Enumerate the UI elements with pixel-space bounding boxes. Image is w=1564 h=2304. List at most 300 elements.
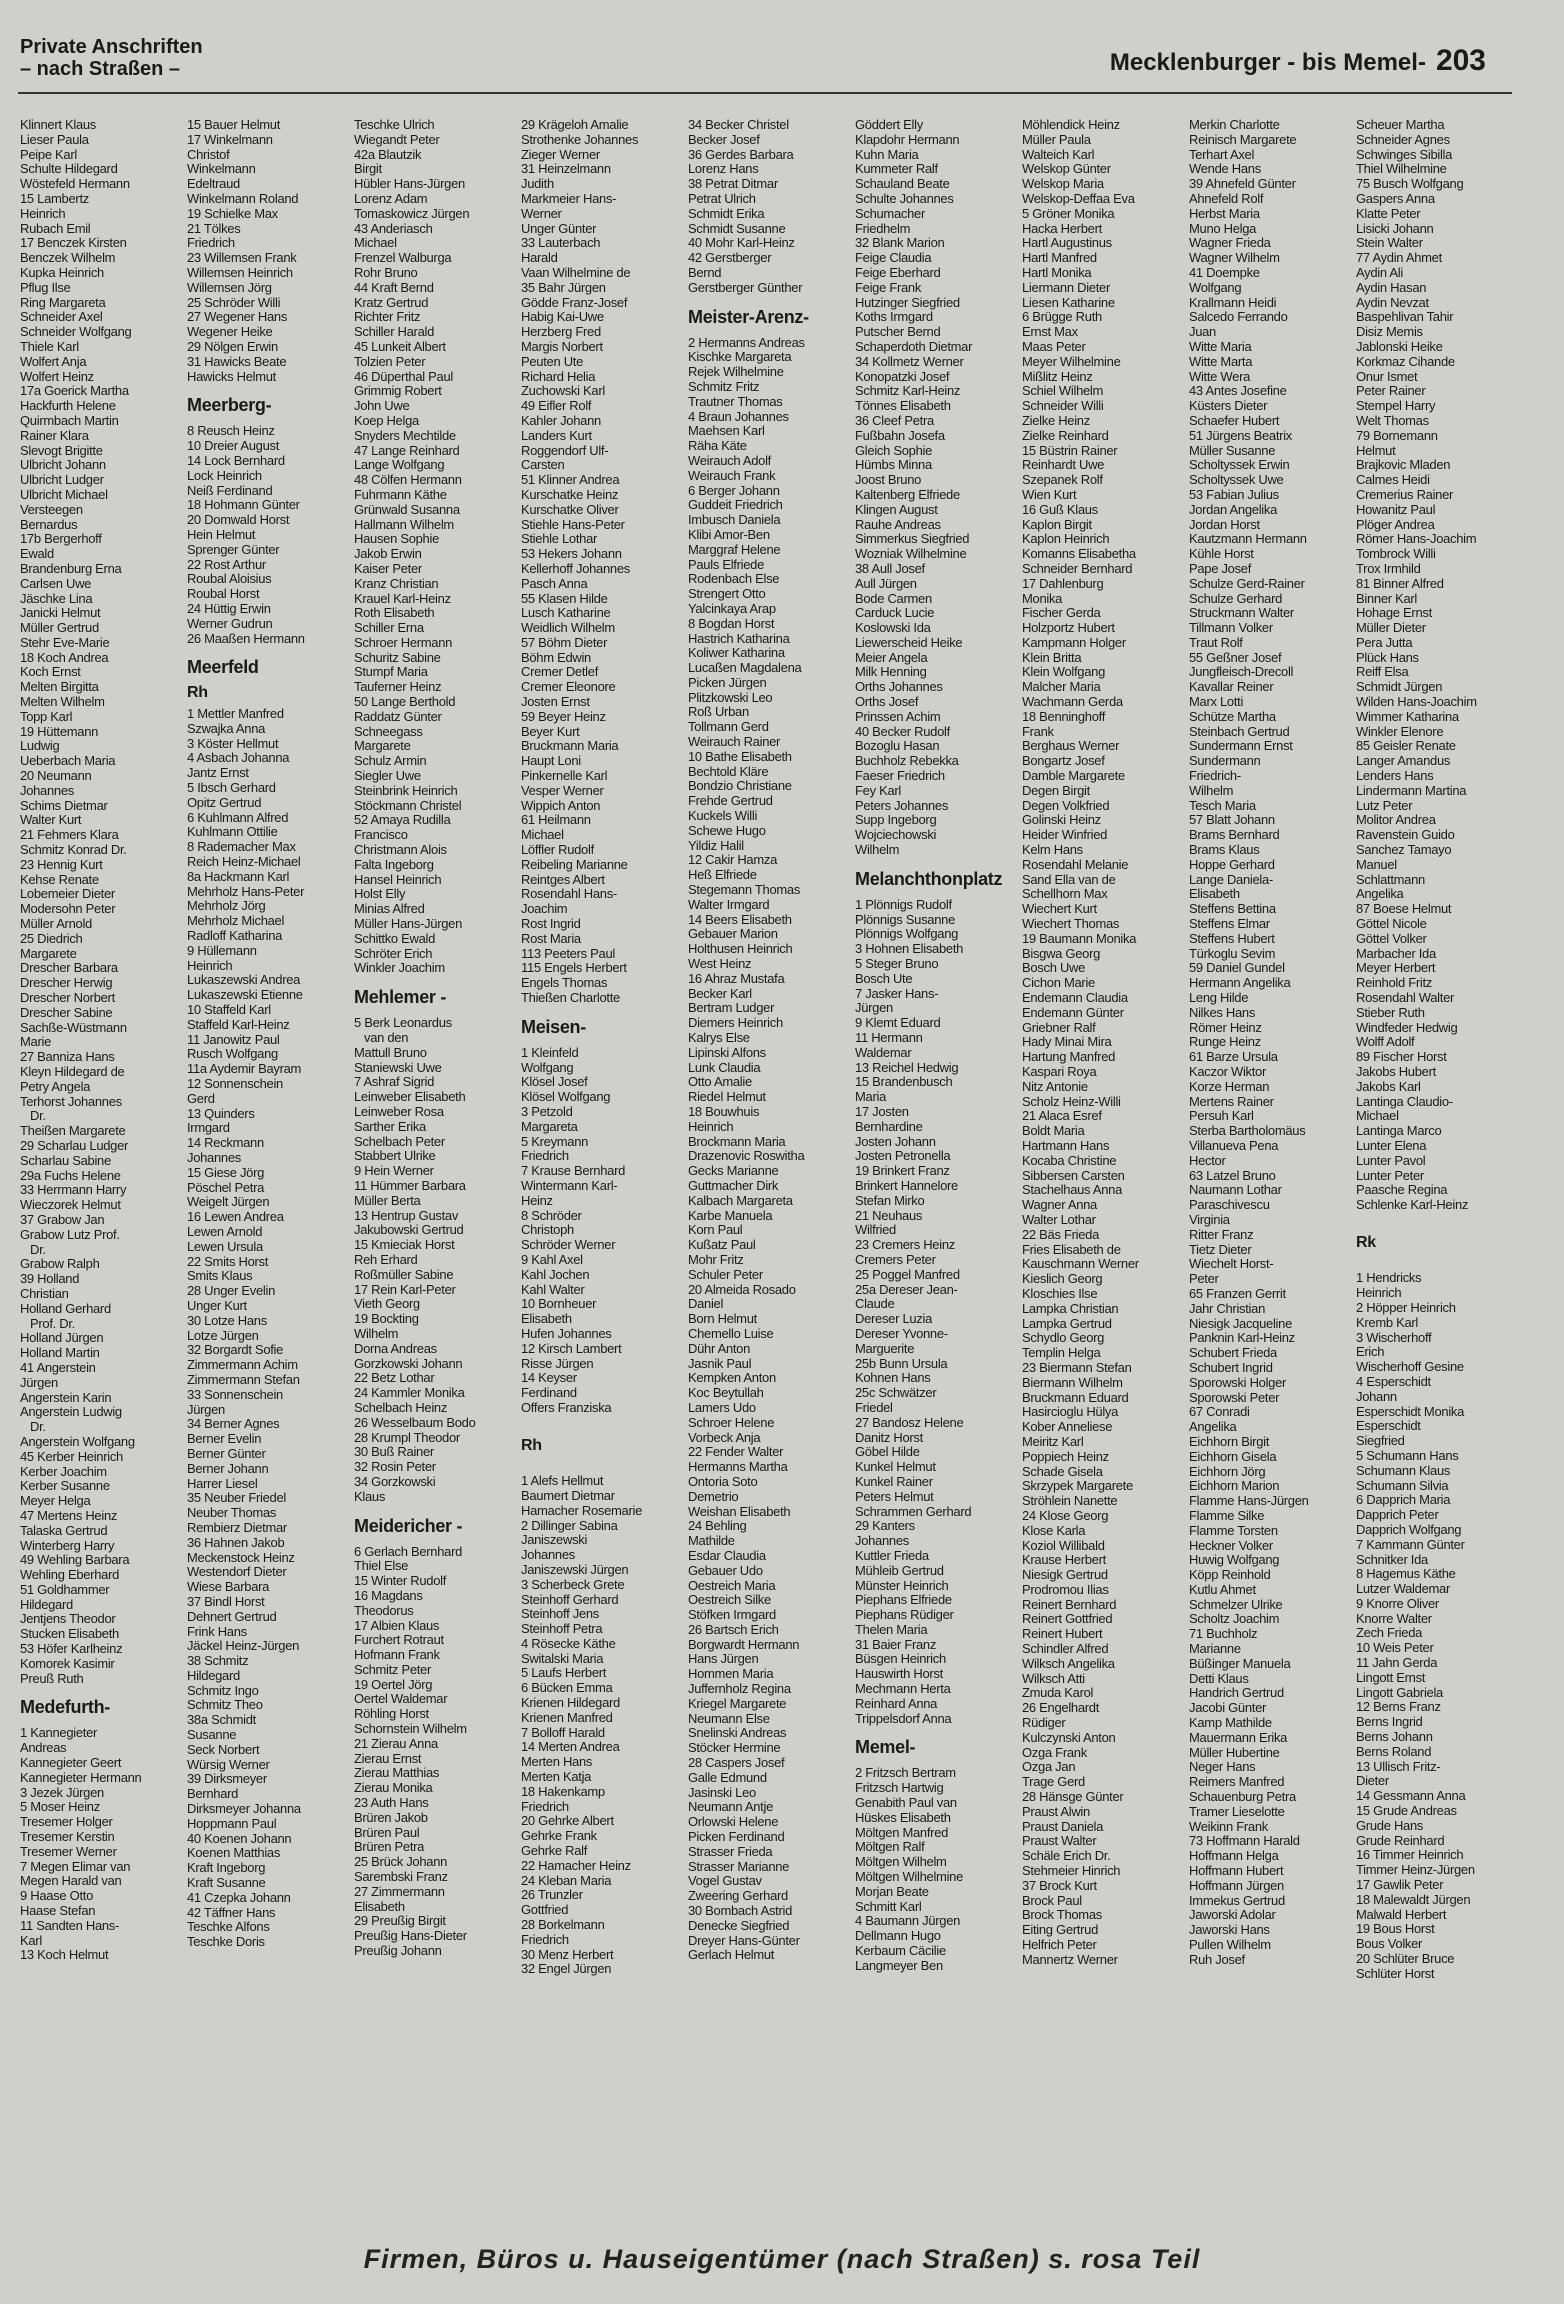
- resident-entry: 18 Bouwhuis: [688, 1104, 760, 1119]
- resident-entry: 7 Megen Elimar van: [20, 1858, 131, 1874]
- resident-entry: Disiz Memis: [1356, 324, 1423, 340]
- resident-entry: Kannegieter Geert: [20, 1755, 122, 1771]
- resident-entry: Krallmann Heidi: [1189, 294, 1277, 310]
- resident-entry: Flamme Torsten: [1189, 1522, 1278, 1538]
- resident-entry: Persuh Karl: [1189, 1108, 1254, 1124]
- resident-entry: Harrer Liesel: [187, 1475, 258, 1491]
- resident-entry: Müller Hans-Jürgen: [354, 916, 463, 932]
- resident-entry: Strothenke Johannes: [521, 131, 639, 147]
- district-heading: Rh: [187, 684, 208, 702]
- resident-entry: Yalcinkaya Arap: [688, 600, 776, 616]
- resident-entry: Roggendorf Ulf-: [521, 442, 609, 458]
- resident-entry: Topp Karl: [20, 708, 73, 724]
- resident-entry: Melten Wilhelm: [20, 694, 105, 710]
- resident-entry: Neuber Thomas: [187, 1505, 277, 1521]
- resident-entry: Talaska Gertrud: [20, 1522, 108, 1538]
- resident-entry: Hartl Manfred: [1022, 250, 1097, 266]
- resident-entry: 17 Dahlenburg: [1022, 575, 1104, 591]
- resident-entry: Lange Wolfgang: [354, 457, 445, 473]
- resident-entry: Siegler Uwe: [354, 768, 421, 784]
- resident-entry: Stiehle Hans-Peter: [521, 516, 625, 532]
- resident-entry: 16 Ahraz Mustafa: [688, 970, 785, 986]
- resident-entry: Rejek Wilhelmine: [688, 364, 784, 380]
- street-heading: Meerberg-: [187, 395, 272, 416]
- resident-entry: 15 Lambertz: [20, 190, 89, 206]
- resident-entry: Lange Daniela-: [1189, 871, 1273, 887]
- resident-entry: Vieth Georg: [354, 1296, 420, 1312]
- resident-entry: Jasinski Leo: [688, 1784, 756, 1800]
- resident-entry: 10 Staffeld Karl: [187, 1002, 271, 1018]
- resident-entry: Dr.: [30, 1108, 46, 1124]
- resident-entry: Schmitz Karl-Heinz: [855, 383, 961, 399]
- resident-entry: Brajkovic Mladen: [1356, 457, 1451, 473]
- resident-entry: Winkler Joachim: [354, 960, 445, 976]
- resident-entry: Stucken Elisabeth: [20, 1626, 119, 1642]
- resident-entry: Gehrke Ralf: [521, 1843, 588, 1859]
- resident-entry: Westendorf Dieter: [187, 1564, 287, 1580]
- resident-entry: 24 Kammler Monika: [354, 1385, 465, 1401]
- resident-entry: Rosendahl Walter: [1356, 990, 1455, 1006]
- resident-entry: 29 Preußig Birgit: [354, 1913, 446, 1929]
- resident-entry: Marianne: [1189, 1641, 1241, 1657]
- resident-entry: Witte Marta: [1189, 353, 1253, 369]
- resident-entry: Schröter Erich: [354, 945, 433, 961]
- resident-entry: Plitzkowski Leo: [688, 689, 773, 705]
- listing-column-7: [1022, 118, 1185, 2178]
- resident-entry: 14 Merten Andrea: [521, 1739, 620, 1755]
- resident-entry: Golinski Heinz: [1022, 812, 1101, 828]
- resident-entry: Schneider Willi: [1022, 398, 1104, 414]
- resident-entry: Griebner Ralf: [1022, 1019, 1096, 1035]
- resident-entry: Leng Hilde: [1189, 990, 1249, 1006]
- resident-entry: 40 Koenen Johann: [187, 1830, 292, 1846]
- resident-entry: 29 Scharlau Ludger: [20, 1137, 129, 1153]
- resident-entry: Staniewski Uwe: [354, 1059, 442, 1075]
- resident-entry: Mertens Rainer: [1189, 1093, 1274, 1109]
- resident-entry: Jürgen: [187, 1401, 225, 1417]
- resident-entry: 20 Schlüter Bruce: [1356, 1951, 1455, 1967]
- resident-entry: 46 Düperthal Paul: [354, 368, 453, 384]
- resident-entry: Jordan Angelika: [1189, 501, 1278, 517]
- resident-entry: Reinert Gottfried: [1022, 1611, 1113, 1627]
- resident-entry: Wolfgang: [1189, 279, 1242, 295]
- resident-entry: Steinbrink Heinrich: [354, 782, 458, 798]
- resident-entry: 20 Domwald Horst: [187, 512, 290, 528]
- resident-entry: 42 Gerstberger: [688, 250, 772, 266]
- resident-entry: Tauferner Heinz: [354, 679, 442, 695]
- resident-entry: 17b Bergerhoff: [20, 531, 102, 547]
- resident-entry: Reinisch Margarete: [1189, 131, 1297, 147]
- resident-entry: Klose Karla: [1022, 1522, 1086, 1538]
- resident-entry: Maas Peter: [1022, 338, 1086, 354]
- resident-entry: Terhorst Johannes: [20, 1093, 122, 1109]
- resident-entry: 39 Ahnefeld Günter: [1189, 176, 1296, 192]
- resident-entry: Wischerhoff Gesine: [1356, 1359, 1464, 1375]
- resident-entry: 34 Gorzkowski: [354, 1473, 436, 1489]
- resident-entry: 25 Brück Johann: [354, 1854, 448, 1870]
- resident-entry: Schumacher: [855, 205, 925, 221]
- resident-entry: Rauhe Andreas: [855, 516, 941, 532]
- resident-entry: Helmut: [1356, 442, 1396, 458]
- resident-entry: Ravenstein Guido: [1356, 827, 1455, 843]
- resident-entry: Herzberg Fred: [521, 324, 601, 340]
- resident-entry: 36 Hahnen Jakob: [187, 1534, 285, 1550]
- resident-entry: Schiller Erna: [354, 620, 424, 636]
- resident-entry: Jakubowski Gertrud: [354, 1222, 464, 1238]
- resident-entry: Hoppmann Paul: [187, 1815, 277, 1831]
- resident-entry: Schröder Werner: [521, 1237, 616, 1253]
- resident-entry: Röhling Horst: [354, 1706, 429, 1722]
- resident-entry: 8 Hagemus Käthe: [1356, 1566, 1456, 1582]
- resident-entry: Knorre Walter: [1356, 1610, 1432, 1626]
- resident-entry: Virginia: [1189, 1211, 1230, 1227]
- resident-entry: 32 Borgardt Sofie: [187, 1342, 284, 1358]
- resident-entry: Orlowski Helene: [688, 1814, 779, 1830]
- resident-entry: Steinbach Gertrud: [1189, 723, 1290, 739]
- resident-entry: West Heinz: [688, 956, 752, 972]
- resident-entry: Cremerius Rainer: [1356, 486, 1454, 502]
- resident-entry: Plönnigs Susanne: [855, 911, 955, 927]
- resident-entry: Marx Lotti: [1189, 694, 1244, 710]
- resident-entry: Rubach Emil: [20, 220, 91, 236]
- resident-entry: Jaworski Hans: [1189, 1922, 1270, 1938]
- resident-entry: Lewen Arnold: [187, 1223, 263, 1239]
- resident-entry: Wiegandt Peter: [354, 131, 440, 147]
- resident-entry: Meiritz Karl: [1022, 1433, 1084, 1449]
- resident-entry: Schade Gisela: [1022, 1463, 1103, 1479]
- header-rule: [18, 92, 1512, 94]
- resident-entry: 13 Ullisch Fritz-: [1356, 1758, 1441, 1774]
- resident-entry: 5 Kreymann: [521, 1133, 589, 1149]
- resident-entry: 17 Gawlik Peter: [1356, 1877, 1444, 1893]
- resident-entry: Slevogt Brigitte: [20, 442, 103, 458]
- resident-entry: 9 Kahl Axel: [521, 1251, 583, 1267]
- resident-entry: Münster Heinrich: [855, 1577, 949, 1593]
- resident-entry: Meyer Herbert: [1356, 960, 1436, 976]
- resident-entry: Hümbs Minna: [855, 457, 932, 473]
- resident-entry: Frenzel Walburga: [354, 250, 452, 266]
- resident-entry: Wintermann Karl-: [521, 1177, 618, 1193]
- resident-entry: Christian: [20, 1285, 69, 1301]
- resident-entry: Kranz Christian: [354, 575, 439, 591]
- resident-entry: Hoffmann Jürgen: [1189, 1877, 1284, 1893]
- resident-entry: Reimers Manfred: [1189, 1774, 1285, 1790]
- resident-entry: Jürgen: [20, 1374, 58, 1390]
- resident-entry: Schims Dietmar: [20, 797, 108, 813]
- resident-entry: 23 Biermann Stefan: [1022, 1359, 1132, 1375]
- resident-entry: Huwig Wolfgang: [1189, 1552, 1280, 1568]
- resident-entry: Tresemer Werner: [20, 1843, 117, 1859]
- resident-entry: 7 Jasker Hans-: [855, 985, 939, 1001]
- resident-entry: Hüskes Elisabeth: [855, 1809, 951, 1825]
- resident-entry: 34 Berner Agnes: [187, 1416, 280, 1432]
- resident-entry: Richter Fritz: [354, 309, 421, 325]
- resident-entry: 29 Nölgen Erwin: [187, 338, 278, 354]
- resident-entry: Bode Carmen: [855, 590, 932, 606]
- resident-entry: 6 Kuhlmann Alfred: [187, 809, 289, 825]
- resident-entry: Hans Jürgen: [688, 1651, 759, 1667]
- resident-entry: Wagner Wilhelm: [1189, 250, 1280, 266]
- resident-entry: Welt Thomas: [1356, 412, 1429, 428]
- resident-entry: 38 Petrat Ditmar: [688, 176, 778, 192]
- resident-entry: Ahnefeld Rolf: [1189, 190, 1264, 206]
- resident-entry: Malcher Maria: [1022, 679, 1101, 695]
- resident-entry: Becker Josef: [688, 131, 760, 147]
- resident-entry: Naumann Lothar: [1189, 1182, 1282, 1198]
- district-heading: Rh: [521, 1436, 542, 1454]
- resident-entry: 10 Bornheuer: [521, 1296, 597, 1312]
- resident-entry: Margareta: [521, 1118, 578, 1134]
- resident-entry: Buchholz Rebekka: [855, 753, 959, 769]
- resident-entry: 85 Geisler Renate: [1356, 738, 1456, 754]
- resident-entry: Damble Margarete: [1022, 768, 1125, 784]
- resident-entry: Thiel Wilhelmine: [1356, 161, 1447, 177]
- resident-entry: Wehling Eberhard: [20, 1567, 120, 1583]
- resident-entry: Stabbert Ulrike: [354, 1148, 436, 1164]
- resident-entry: Michael: [521, 827, 564, 843]
- resident-entry: Aydin Nevzat: [1356, 294, 1429, 310]
- resident-entry: 2 Dillinger Sabina: [521, 1517, 618, 1533]
- resident-entry: Angerstein Karin: [20, 1389, 112, 1405]
- resident-entry: Schaperdoth Dietmar: [855, 338, 973, 354]
- resident-entry: Angerstein Wolfgang: [20, 1433, 135, 1449]
- resident-entry: Friedrich: [521, 1798, 569, 1814]
- resident-entry: Hermanns Martha: [688, 1459, 788, 1475]
- resident-entry: Teschke Ulrich: [354, 118, 435, 132]
- resident-entry: Leinweber Rosa: [354, 1104, 444, 1119]
- resident-entry: 59 Daniel Gundel: [1189, 960, 1285, 976]
- resident-entry: 2 Fritzsch Bertram: [855, 1765, 956, 1781]
- resident-entry: Jablonski Heike: [1356, 338, 1443, 354]
- resident-entry: Strasser Frieda: [688, 1843, 773, 1859]
- resident-entry: Cichon Marie: [1022, 975, 1095, 991]
- resident-entry: 30 Buß Rainer: [354, 1444, 434, 1460]
- resident-entry: Müller Hubertine: [1189, 1744, 1280, 1760]
- resident-entry: Mannertz Werner: [1022, 1951, 1118, 1967]
- resident-entry: Angelika: [1189, 1419, 1237, 1435]
- street-range-title: Mecklenburger - bis Memel-: [1109, 49, 1426, 76]
- resident-entry: Friedel: [855, 1399, 893, 1415]
- resident-entry: 24 Behling: [688, 1518, 747, 1534]
- resident-entry: Rost Maria: [521, 930, 581, 946]
- resident-entry: 32 Rosin Peter: [354, 1459, 436, 1475]
- resident-entry: 15 Grude Andreas: [1356, 1803, 1457, 1819]
- resident-entry: Meckenstock Heinz: [187, 1549, 295, 1565]
- resident-entry: Hamacher Rosemarie: [521, 1502, 643, 1518]
- resident-entry: Piephans Elfriede: [855, 1592, 952, 1608]
- resident-entry: Johann: [1356, 1388, 1397, 1404]
- resident-entry: Hommen Maria: [688, 1666, 774, 1682]
- resident-entry: Bondzio Christiane: [688, 778, 792, 794]
- resident-entry: John Uwe: [354, 398, 410, 414]
- resident-entry: 7 Bolloff Harald: [521, 1724, 605, 1740]
- resident-entry: Gaspers Anna: [1356, 190, 1435, 206]
- resident-entry: Mauermann Erika: [1189, 1729, 1288, 1745]
- resident-entry: Waldemar: [855, 1044, 912, 1060]
- resident-entry: Welskop Maria: [1022, 176, 1104, 192]
- street-heading: Meerfeld: [187, 657, 259, 678]
- resident-entry: 3 Petzold: [521, 1104, 573, 1119]
- resident-entry: Römer Hans-Joachim: [1356, 531, 1477, 547]
- resident-entry: Guttmacher Dirk: [688, 1177, 779, 1193]
- resident-entry: Hartmann Hans: [1022, 1137, 1110, 1153]
- resident-entry: Thelen Maria: [855, 1621, 928, 1637]
- resident-entry: Kleyn Hildegard de: [20, 1064, 125, 1079]
- resident-entry: 51 Goldhammer: [20, 1581, 110, 1597]
- resident-entry: Degen Birgit: [1022, 782, 1090, 798]
- resident-entry: Imbusch Daniela: [688, 512, 781, 528]
- section-label-line1: Private Anschriften: [20, 36, 203, 58]
- resident-entry: Hartung Manfred: [1022, 1049, 1116, 1065]
- resident-entry: 17 Winkelmann: [187, 131, 273, 147]
- resident-entry: Becker Karl: [688, 985, 752, 1001]
- resident-entry: Muno Helga: [1189, 220, 1257, 236]
- resident-entry: Berns Roland: [1356, 1743, 1432, 1759]
- resident-entry: Petrat Ulrich: [688, 190, 756, 206]
- resident-entry: Bozoglu Hasan: [855, 738, 940, 754]
- resident-entry: Traut Rolf: [1189, 634, 1243, 650]
- resident-entry: Lusch Katharine: [521, 605, 611, 621]
- resident-entry: Stein Walter: [1356, 235, 1423, 251]
- resident-entry: Pinkernelle Karl: [521, 768, 608, 784]
- resident-entry: Hohage Ernst: [1356, 605, 1432, 621]
- resident-entry: Piephans Rüdiger: [855, 1607, 954, 1623]
- resident-entry: 17 Albien Klaus: [354, 1617, 440, 1633]
- resident-entry: Endemann Günter: [1022, 1004, 1124, 1020]
- footer-note: Firmen, Büros u. Hauseigentümer (nach Straßen) s. rosa Teil: [363, 2244, 1201, 2274]
- resident-entry: Gebauer Marion: [688, 926, 778, 942]
- resident-entry: Holst Elly: [354, 886, 406, 902]
- resident-entry: Pöschel Petra: [187, 1179, 265, 1195]
- resident-entry: 13 Quinders: [187, 1105, 255, 1121]
- resident-entry: Korze Herman: [1189, 1078, 1270, 1094]
- resident-entry: Zieger Werner: [521, 146, 600, 162]
- resident-entry: Susanne: [187, 1727, 237, 1743]
- resident-entry: 16 Lewen Andrea: [187, 1209, 284, 1225]
- resident-entry: 4 Braun Johannes: [688, 408, 789, 424]
- resident-entry: Heinrich: [688, 1118, 734, 1134]
- resident-entry: Mehrholz Hans-Peter: [187, 883, 305, 899]
- resident-entry: 52 Amaya Rudilla: [354, 812, 451, 828]
- resident-entry: Drescher Norbert: [20, 990, 115, 1006]
- resident-entry: Stöckmann Christel: [354, 797, 462, 813]
- resident-entry: Johannes: [521, 1547, 575, 1563]
- resident-entry: 25c Schwätzer: [855, 1385, 937, 1401]
- resident-entry: Thießen Charlotte: [521, 990, 620, 1006]
- resident-entry: Faeser Friedrich: [855, 768, 945, 784]
- resident-entry: Kahler Johann: [521, 412, 601, 428]
- resident-entry: Büsgen Heinrich: [855, 1651, 946, 1667]
- resident-entry: Wojciechowski: [855, 827, 937, 843]
- resident-entry: Melten Birgitta: [20, 679, 99, 695]
- resident-entry: Carsten: [521, 457, 565, 473]
- street-heading: Melanchthonplatz: [855, 868, 1003, 889]
- resident-entry: Winterberg Harry: [20, 1537, 115, 1553]
- resident-entry: Cremer Detlef: [521, 664, 599, 680]
- resident-entry: Drescher Barbara: [20, 960, 118, 976]
- resident-entry: Hausen Sophie: [354, 531, 439, 547]
- resident-entry: 1 Hendricks: [1356, 1270, 1422, 1286]
- resident-entry: Elisabeth: [354, 1898, 405, 1914]
- resident-entry: Langmeyer Ben: [855, 1957, 943, 1973]
- resident-entry: Hector: [1189, 1152, 1226, 1168]
- resident-entry: Christof: [187, 146, 230, 162]
- resident-entry: Küsters Dieter: [1189, 398, 1268, 414]
- resident-entry: Kempken Anton: [688, 1370, 776, 1386]
- resident-entry: Gehrke Frank: [521, 1828, 597, 1844]
- resident-entry: 6 Brügge Ruth: [1022, 309, 1102, 325]
- street-heading: Medefurth-: [20, 1697, 110, 1718]
- resident-entry: Ulbricht Michael: [20, 486, 108, 502]
- resident-entry: 42 Täffner Hans: [187, 1904, 276, 1920]
- resident-entry: Rosendahl Hans-: [521, 886, 617, 902]
- resident-entry: 30 Bombach Astrid: [688, 1903, 793, 1919]
- resident-entry: Zmuda Karol: [1022, 1685, 1094, 1701]
- resident-entry: Kraft Ingeborg: [187, 1860, 266, 1876]
- resident-entry: Rodenbach Else: [688, 571, 780, 587]
- resident-entry: Koliwer Katharina: [688, 645, 785, 661]
- resident-entry: 29a Fuchs Helene: [20, 1167, 121, 1183]
- resident-entry: Hildegard: [187, 1667, 240, 1683]
- resident-entry: Mohr Fritz: [688, 1251, 744, 1267]
- resident-entry: 53 Fabian Julius: [1189, 486, 1279, 502]
- resident-entry: 28 Unger Evelin: [187, 1283, 275, 1299]
- resident-entry: Eichhorn Marion: [1189, 1478, 1280, 1494]
- resident-entry: Josten Ernst: [521, 694, 590, 710]
- resident-entry: Kischke Margareta: [688, 349, 792, 365]
- resident-entry: Hoffmann Hubert: [1189, 1863, 1284, 1879]
- resident-entry: Pape Josef: [1189, 560, 1252, 576]
- resident-entry: Dehnert Gertrud: [187, 1608, 277, 1624]
- resident-entry: Vaan Wilhelmine de: [521, 264, 631, 280]
- resident-entry: Klösel Wolfgang: [521, 1089, 611, 1105]
- resident-entry: Wimmer Katharina: [1356, 708, 1459, 724]
- resident-entry: Konopatzki Josef: [855, 368, 950, 384]
- resident-entry: Tollmann Gerd: [688, 719, 769, 735]
- resident-entry: Hauswirth Horst: [855, 1666, 943, 1682]
- resident-entry: 7 Krause Bernhard: [521, 1163, 626, 1179]
- resident-entry: Mißlitz Heinz: [1022, 368, 1093, 384]
- resident-entry: Stiehle Lothar: [521, 531, 598, 547]
- resident-entry: Kalbach Margareta: [688, 1192, 793, 1208]
- resident-entry: Joost Bruno: [855, 472, 922, 488]
- resident-entry: Trox Irmhild: [1356, 560, 1421, 576]
- resident-entry: 49 Eifler Rolf: [521, 398, 592, 414]
- resident-entry: Pflug Ilse: [20, 279, 71, 295]
- resident-entry: Flamme Silke: [1189, 1507, 1265, 1523]
- resident-entry: Fuhrmann Käthe: [354, 486, 447, 502]
- resident-entry: Tillmann Volker: [1189, 620, 1273, 636]
- resident-entry: Zech Frieda: [1356, 1625, 1423, 1641]
- resident-entry: Handrich Gertrud: [1189, 1685, 1284, 1701]
- resident-entry: Berghaus Werner: [1022, 738, 1120, 754]
- resident-entry: 40 Becker Rudolf: [855, 723, 950, 739]
- resident-entry: Gecks Marianne: [688, 1163, 779, 1179]
- resident-entry: Josten Petronella: [855, 1148, 951, 1164]
- resident-entry: Liermann Dieter: [1022, 279, 1110, 295]
- resident-entry: Zimmermann Achim: [187, 1357, 298, 1373]
- resident-entry: Christoph: [521, 1222, 574, 1238]
- resident-entry: Werner: [521, 205, 562, 221]
- resident-entry: 13 Reichel Hedwig: [855, 1059, 959, 1075]
- resident-entry: Grabow Lutz Prof.: [20, 1226, 120, 1242]
- resident-entry: Rohr Bruno: [354, 264, 418, 280]
- resident-entry: Bous Volker: [1356, 1936, 1423, 1952]
- resident-entry: Wilfried: [855, 1222, 896, 1238]
- resident-entry: Juffernholz Regina: [688, 1681, 791, 1697]
- resident-entry: 38 Schmitz: [187, 1653, 249, 1669]
- resident-entry: 18 Koch Andrea: [20, 649, 109, 665]
